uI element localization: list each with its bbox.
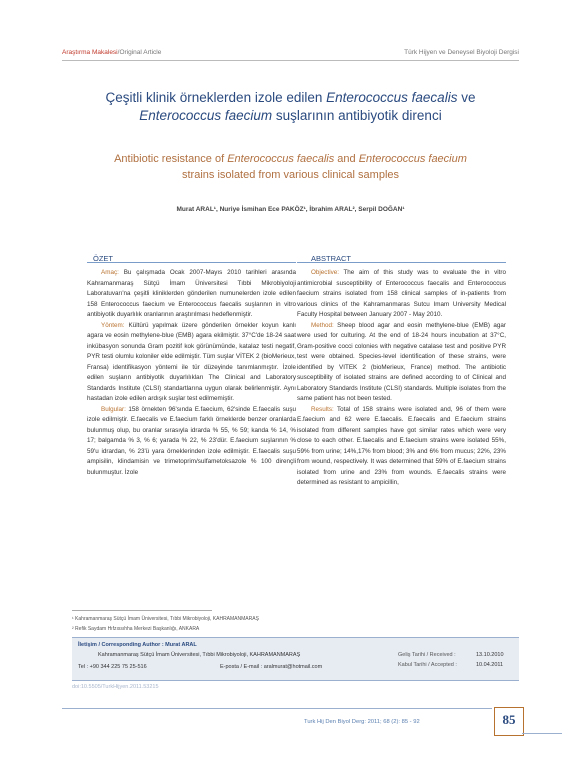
accepted-label: Kabul Tarihi / Accepted : xyxy=(398,662,457,668)
ozet-yontem xyxy=(87,321,296,405)
bulgular-text: 158 örnekten 96'sında E.faecium, 62'sinde E.faecalis suşu izole edilmiştir. E.faecalis ve E.faecium farklı örneklerde benzer oranlarda bulunmuş olup, bu oranlar sırasıyla idrarda % 55, % 59; kanda % 14, % 17; balgamda % 3, % 6; yarada % 22, % 23'dür. E.faecium suşlarının % 59'u idrardan, % 23'ü yara örneklerinden izole edilmiştir. E.faecalis suşu ampisilin, klindamisin ve trimetoprim/sulfametoksazole % 100 dirençli bulunmuştur. İzole xyxy=(87,405,296,476)
accepted-date: 10.04.2011 xyxy=(476,662,504,668)
author-list: Murat ARAL¹, Nuriye İsmihan Ece PAKÖZ¹, İbrahim ARAL², Serpil DOĞAN¹ xyxy=(176,206,405,213)
title-species: Enterococcus faecalis xyxy=(326,90,458,105)
header-divider xyxy=(62,60,519,61)
corresponding-author: İletişim / Corresponding Author : Murat ARAL xyxy=(78,642,197,648)
footer-rule-right xyxy=(522,733,562,734)
ozet-amac xyxy=(87,268,296,321)
received-date: 13.10.2010 xyxy=(476,652,504,658)
subtitle-species: Enterococcus faecalis xyxy=(227,153,335,165)
objective-text: The aim of this study was to evaluate the in vitro antimicrobial susceptibility of Enterococcus faecalis and Enterococcus faecium strains isolated from 158 clinical samples of in-patients from various clinics of the Kahramanmaras Sutcu Imam University Medical Faculty Hospital between January 2007 - May 2010. xyxy=(297,269,506,318)
subtitle-part: Antibiotic resistance of xyxy=(114,153,228,165)
running-header-left xyxy=(62,49,161,56)
article-title-tr xyxy=(62,89,519,125)
subtitle-part: and xyxy=(334,153,359,165)
article-type-en: Original Article xyxy=(119,49,162,56)
abstract-method xyxy=(297,321,506,405)
subtitle-part: strains isolated from various clinical samples xyxy=(181,169,400,181)
abstract-rule xyxy=(297,262,506,263)
affiliation-1: ¹ Kahramanmaraş Sütçü İmam Üniversitesi, Tıbbi Mikrobiyoloji, KAHRAMANMARAŞ xyxy=(72,616,259,622)
abstract-column xyxy=(297,268,506,489)
author-address: Kahramanmaraş Sütçü İmam Üniversitesi, Tıbbi Mikrobiyoloji, KAHRAMANMARAŞ xyxy=(98,652,301,658)
yontem-text: Kültürü yapılmak üzere gönderilen örnekler koyun kanlı agara ve eosin methylene-blue (EMB) agara ekilmiştir. 37°C'de 18-24 saat inkübasyon sonunda Gram pozitif kok görünümünde, katalaz testi negatif, PYR testi olumlu koloniler elde edilmiştir. Tüm suşlar VİTEK 2 (bioMerieux, Fransa) identifikasyon yöntemi ile tür düzeyinde tanımlanmıştır. İzole edilen suşların antibiyotik duyarlılıkları The Clinical and Laboratory Standards Institute (CLSI) standartlarına uygun olarak belirlenmiştir. Aynı hastadan izole edilen ardışık suşlar test edilmemiştir. xyxy=(87,321,296,402)
title-species: Enterococcus faecium xyxy=(139,108,273,123)
footer-rule xyxy=(62,708,492,709)
method-label: Method: xyxy=(311,321,334,329)
ozet-column xyxy=(87,268,296,478)
affiliation-2: ² Refik Saydam Hıfzıssıhha Merkezi Başkanlığı, ANKARA xyxy=(72,626,200,632)
received-label: Geliş Tarihi / Received : xyxy=(398,652,456,658)
ozet-bulgular xyxy=(87,405,296,479)
title-part: suşlarının antibiyotik direnci xyxy=(272,108,442,123)
article-type-tr: Araştırma Makalesi xyxy=(62,49,118,56)
doi[interactable]: doi:10.5505/TurkHijyen.2011.53215 xyxy=(72,684,159,690)
footer-citation: Turk Hij Den Biyol Derg: 2011; 68 (2): 85 - 92 xyxy=(304,719,420,725)
article-title-en xyxy=(70,151,511,183)
journal-name: Türk Hijyen ve Deneysel Biyoloji Dergisi xyxy=(404,49,519,56)
objective-label: Objective: xyxy=(311,269,339,276)
article-type-separator: / xyxy=(117,49,120,56)
subtitle-species: Enterococcus faecium xyxy=(358,153,467,165)
affiliation-rule xyxy=(72,610,212,611)
ozet-rule xyxy=(87,262,296,263)
title-part: Çeşitli klinik örneklerden izole edilen xyxy=(105,90,327,105)
yontem-label: Yöntem: xyxy=(101,321,125,329)
title-part: ve xyxy=(457,90,476,105)
amac-label: Amaç: xyxy=(101,269,119,276)
results-label: Results: xyxy=(311,405,334,413)
correspondence-box xyxy=(72,637,519,681)
method-text: Sheep blood agar and eosin methylene-blue (EMB) agar were used for culturing. At the end of 18-24 hours incubation at 37°C, Gram-positive cocci colonies with negative catalase test and positive PYR test were obtained. Species-level identification of these strains, were identified by VITEK 2 (bioMerieux, France) method. The antibiotic susceptibility of isolated strains are defined according to of Clinical and Laboratory Standards Institute (CLSI) standards. Multiple isolates from the same patient has not been tested. xyxy=(297,321,506,402)
abstract-heading: ABSTRACT xyxy=(311,254,352,263)
ozet-heading: ÖZET xyxy=(93,254,113,263)
abstract-results xyxy=(297,405,506,489)
bulgular-label: Bulgular: xyxy=(101,405,126,413)
page-number: 85 xyxy=(502,712,516,727)
author-phone: Tel : +90 344 225 75 25-516 xyxy=(78,664,147,670)
amac-text: Bu çalışmada Ocak 2007-Mayıs 2010 tarihleri arasında Kahramanmaraş Sütçü İmam Üniversitesi Tıbbi Mikrobiyoloji Laboratuvarı'na çeşitli kliniklerden gönderilen numunelerden izole edilen 158 Enterococcus faecium ve Enterococcus faecalis suşlarının in vitro antibiyotik duyarlılık oranlarının araştırılması hedeflenmiştir. xyxy=(87,269,296,318)
results-text: Total of 158 strains were isolated and, 96 of them were E.faecium and 62 were E.faecalis. E.faecalis and E.faecium strains isolated from different samples have got similar rates which were very close to each other. E.faecalis and E.faecium strains were isolated 55%, 59% from urine; 14%,17% from blood; 3% and 6% from mucus; 22%, 23% from wound, respectively. It was determined that 59% of E.faecium strains isolated from urine and 23% from wounds. E.faecalis strains were determined as resistant to ampicillin, xyxy=(297,405,506,486)
abstract-objective xyxy=(297,268,506,321)
author-email[interactable]: E-posta / E-mail : aralmurat@hotmail.com xyxy=(220,664,323,670)
